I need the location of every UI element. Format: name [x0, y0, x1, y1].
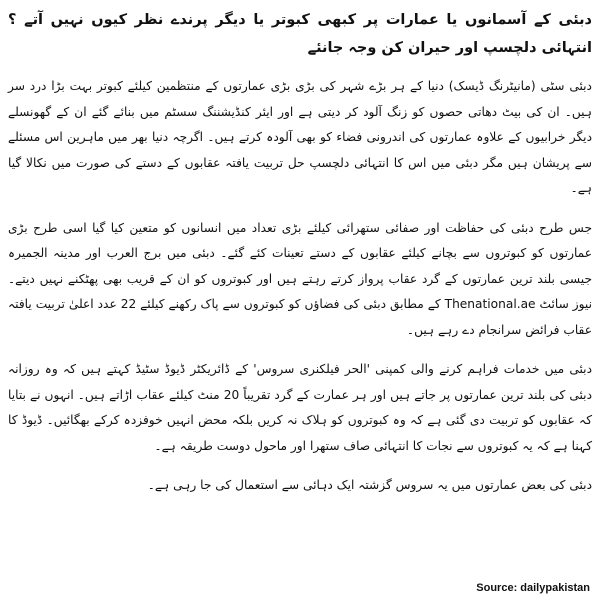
article-paragraph-2: جس طرح دبئی کی حفاظت اور صفائی ستھرائی کیلئے بڑی تعداد میں انسانوں کو متعین کیا گیا اسی طرح بڑی عمارتوں کو کبوتروں سے بچانے کیلئے عقابوں کے دستے تعینات کئے گئے۔ دبئی میں برج العرب اور مدینہ الجمیرہ جیسی بلند ترین عمارتوں کے گرد عقاب پرواز کرتے رہتے ہیں اور کبوتروں کو ان کے قریب بھی پھٹکنے نہیں دیتے۔ نیوز سائٹ Thenational.ae کے مطابق دبئی کی فضاؤں کو کبوتروں سے پاک رکھنے کیلئے 22 عدد اعلیٰ تربیت یافتہ عقاب فرائض سرانجام دے رہے ہیں۔: [8, 220, 592, 337]
article: [8, 6, 592, 513]
article-paragraph-3: دبئی میں خدمات فراہم کرنے والی کمپنی 'الحر فیلکنری سروس' کے ڈائریکٹر ڈیوڈ سٹیڈ کہتے ہیں کہ وہ روزانہ دبئی کی بلند ترین عمارتوں پر جاتے ہیں اور ہر عمارت کے گرد تقریباً 20 منٹ کیلئے عقاب اڑاتے ہیں۔ انہوں نے بتایا کہ عقابوں کو تربیت دی گئی ہے کہ وہ کبوتروں کو ہلاک نہ کریں بلکہ محض انہیں خوفزدہ کرکے بھگائیں۔ ڈیوڈ کا کہنا ہے کہ یہ کبوتروں سے نجات کا انتہائی صاف ستھرا اور ماحول دوست طریقہ ہے۔: [8, 362, 592, 453]
article-paragraph-4: دبئی کی بعض عمارتوں میں یہ سروس گزشتہ ایک دہائی سے استعمال کی جا رہی ہے۔: [147, 478, 592, 492]
article-headline: دبئی کے آسمانوں یا عمارات پر کبھی کبوتر یا دیگر پرندے نظر کیوں نہیں آتے ؟ انتہائی دلچسپ اور حیران کن وجہ جانئے: [8, 12, 592, 56]
article-paragraph-1: دبئی سٹی (مانیٹرنگ ڈیسک) دنیا کے ہر بڑے شہر کی بڑی بڑی عمارتوں کے منتظمین کیلئے کبوتر بہت بڑا درد سر ہیں۔ ان کی بیٹ دھاتی حصوں کو زنگ آلود کر دیتی ہے اور ایئر کنڈیشننگ سسٹم میں بنائے گئے ان کے گھونسلے دیگر خرابیوں کے علاوہ عمارتوں کی اندرونی فضاء کو بھی آلودہ کرتے ہیں۔ اگرچہ دنیا بھر میں ماہرین اس مسئلے سے پریشان ہیں مگر دبئی میں اس کا انتہائی دلچسپ حل تربیت یافتہ عقابوں کے دستے کی صورت میں نکالا گیا ہے۔: [8, 79, 592, 195]
source-credit: Source: dailypakistan: [476, 582, 590, 594]
